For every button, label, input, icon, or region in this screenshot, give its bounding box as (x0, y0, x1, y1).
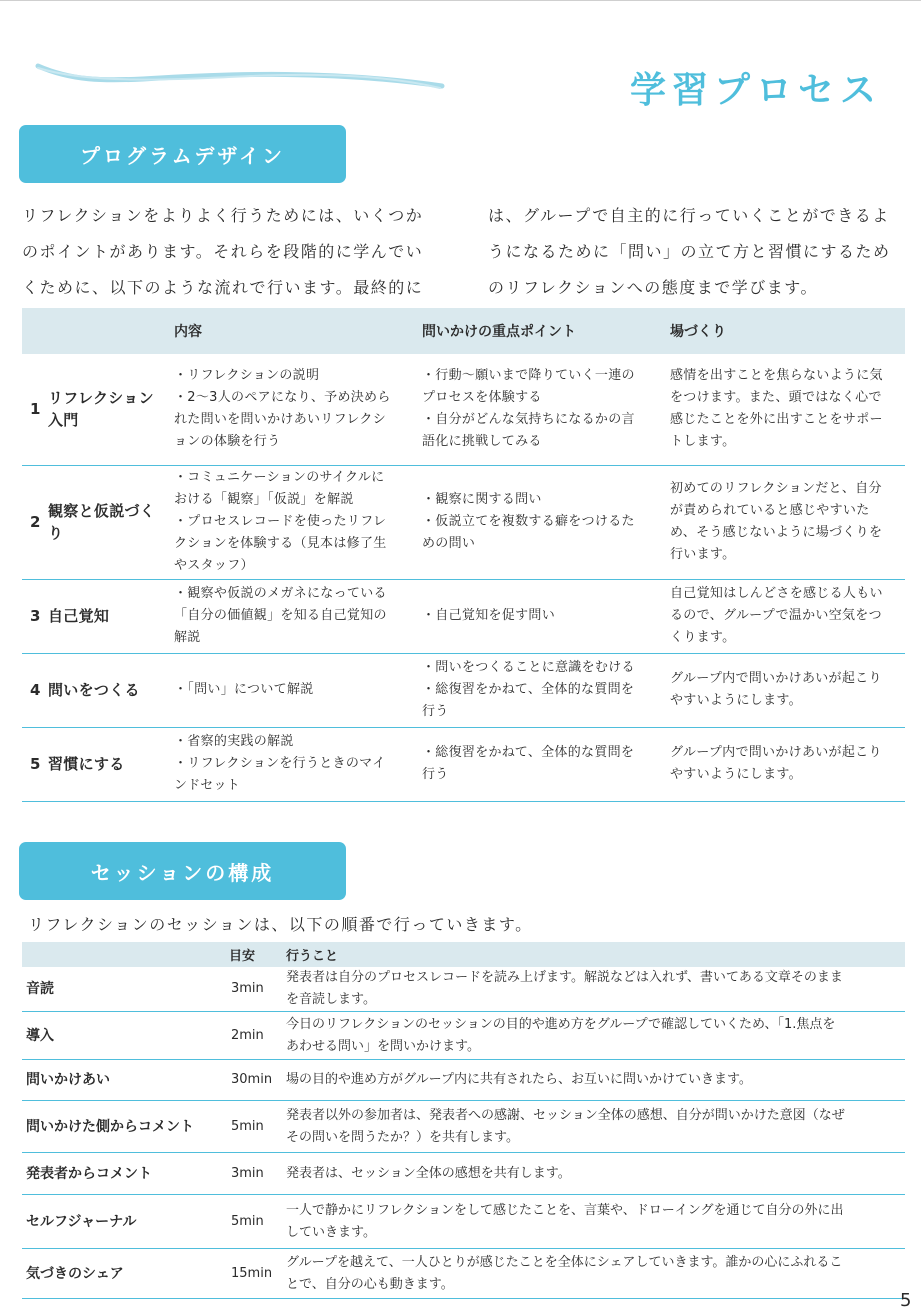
step-points: ・総復習をかねて、全体的な質問を 行う (418, 727, 666, 801)
step-points: ・問いをつくることに意識をむける ・総復習をかねて、全体的な質問を 行う (418, 653, 666, 727)
session-step-name: 問いかけた側からコメント (22, 1101, 225, 1153)
step-place: 自己覚知はしんどさを感じる人もい るので、グループで温かい空気をつ くります。 (666, 579, 905, 653)
table-row (22, 727, 905, 801)
step-name: 観察と仮説づく り (48, 465, 170, 579)
session-step-time: 5min (225, 1101, 282, 1153)
session-step-time: 3min (225, 967, 282, 1012)
session-step-desc: グループを越えて、一人ひとりが感じたことを全体にシェアしていきます。誰かの心にふれるこ とで、自分の心も動きます。 (282, 1249, 905, 1299)
table-row (22, 1012, 905, 1060)
table-row (22, 1101, 905, 1153)
header-points: 問いかけの重点ポイント (418, 308, 666, 354)
intro-line: のリフレクションへの態度まで学びます。 (488, 278, 818, 297)
session-step-time: 2min (225, 1012, 282, 1060)
step-content: ・リフレクションの説明 ・2〜3人のペアになり、予め決めら れた問いを問いかけあいリフレクシ ョンの体験を行う (170, 354, 418, 465)
intro-line: リフレクションをよりよく行うためには、いくつか (22, 206, 424, 225)
table-row (22, 465, 905, 579)
session-step-desc: 発表者は、セッション全体の感想を共有します。 (282, 1153, 905, 1195)
page-number: 5 (900, 1290, 912, 1311)
step-place: 感情を出すことを焦らないように気 をつけます。また、頭ではなく心で 感じたことを外に出すことをサポー トします。 (666, 354, 905, 465)
step-points: ・観察に関する問い ・仮説立てを複数する癖をつけるた めの問い (418, 465, 666, 579)
step-number: 1 (22, 354, 48, 465)
intro-line: うになるために「問い」の立て方と習慣にするため (488, 242, 891, 261)
step-content: ・省察的実践の解説 ・リフレクションを行うときのマイ ンドセット (170, 727, 418, 801)
table-row (22, 1060, 905, 1101)
session-step-desc: 発表者は自分のプロセスレコードを読み上げます。解説などは入れず、書いてある文章そのまま を音読します。 (282, 967, 905, 1012)
intro-line: は、グループで自主的に行っていくことができるよ (488, 206, 890, 225)
step-number: 3 (22, 579, 48, 653)
program-design-heading: プログラムデザイン (19, 125, 346, 183)
step-points: ・自己覚知を促す問い (418, 579, 666, 653)
step-place: 初めてのリフレクションだと、自分 が責められていると感じやすいた め、そう感じないように場づくりを 行います。 (666, 465, 905, 579)
step-number: 4 (22, 653, 48, 727)
table-row (22, 653, 905, 727)
session-step-name: セルフジャーナル (22, 1195, 225, 1249)
header-time: 目安 (225, 942, 282, 967)
session-step-time: 5min (225, 1195, 282, 1249)
step-number: 2 (22, 465, 48, 579)
table-header-row (22, 942, 905, 967)
step-place: グループ内で問いかけあいが起こり やすいようにします。 (666, 653, 905, 727)
session-step-name: 発表者からコメント (22, 1153, 225, 1195)
intro-line: くために、以下のような流れで行います。最終的に (22, 278, 424, 297)
step-name: 問いをつくる (48, 653, 170, 727)
session-step-time: 3min (225, 1153, 282, 1195)
session-step-name: 気づきのシェア (22, 1249, 225, 1299)
table-row (22, 1195, 905, 1249)
step-name: 習慣にする (48, 727, 170, 801)
header-place: 場づくり (666, 308, 905, 354)
intro-left-column (22, 198, 423, 306)
step-name: 自己覚知 (48, 579, 170, 653)
table-row (22, 354, 905, 465)
session-step-name: 問いかけあい (22, 1060, 225, 1101)
table-row (22, 1153, 905, 1195)
top-border (0, 0, 921, 1)
intro-right-column (488, 198, 891, 306)
step-content: ・「問い」について解説 (170, 653, 418, 727)
step-points: ・行動〜願いまで降りていく一連の プロセスを体験する ・自分がどんな気持ちになるかの言 語化に挑戦してみる (418, 354, 666, 465)
step-name: リフレクション 入門 (48, 354, 170, 465)
session-step-desc: 今日のリフレクションのセッションの目的や進め方をグループで確認していくため、「1.焦点を あわせる問い」を問いかけます。 (282, 1012, 905, 1060)
table-row (22, 1249, 905, 1299)
session-step-name: 音読 (22, 967, 225, 1012)
table-row (22, 579, 905, 653)
step-place: グループ内で問いかけあいが起こり やすいようにします。 (666, 727, 905, 801)
step-content: ・観察や仮説のメガネになっている 「自分の価値観」を知る自己覚知の 解説 (170, 579, 418, 653)
header-desc: 行うこと (282, 942, 905, 967)
session-step-time: 15min (225, 1249, 282, 1299)
session-lead: リフレクションのセッションは、以下の順番で行っていきます。 (28, 915, 533, 934)
session-step-desc: 発表者以外の参加者は、発表者への感謝、セッション全体の感想、自分が問いかけた意図（なぜ その問いを問うたか？）を共有します。 (282, 1101, 905, 1153)
session-table (22, 942, 905, 1299)
table-header-row (22, 308, 905, 354)
decorative-swoosh (30, 58, 450, 98)
table-row (22, 967, 905, 1012)
header-content: 内容 (170, 308, 418, 354)
session-heading: セッションの構成 (19, 842, 346, 900)
intro-line: のポイントがあります。それらを段階的に学んでい (22, 242, 424, 261)
step-content: ・コミュニケーションのサイクルに おける「観察」「仮説」を解説 ・プロセスレコードを使ったリフレ クションを体験する（見本は修了生 やスタッフ） (170, 465, 418, 579)
program-design-table (22, 308, 905, 802)
session-step-time: 30min (225, 1060, 282, 1101)
page-title: 学習プロセス (630, 70, 883, 111)
step-number: 5 (22, 727, 48, 801)
session-step-desc: 一人で静かにリフレクションをして感じたことを、言葉や、ドローイングを通じて自分の外に出 していきます。 (282, 1195, 905, 1249)
session-step-name: 導入 (22, 1012, 225, 1060)
session-step-desc: 場の目的や進め方がグループ内に共有されたら、お互いに問いかけていきます。 (282, 1060, 905, 1101)
